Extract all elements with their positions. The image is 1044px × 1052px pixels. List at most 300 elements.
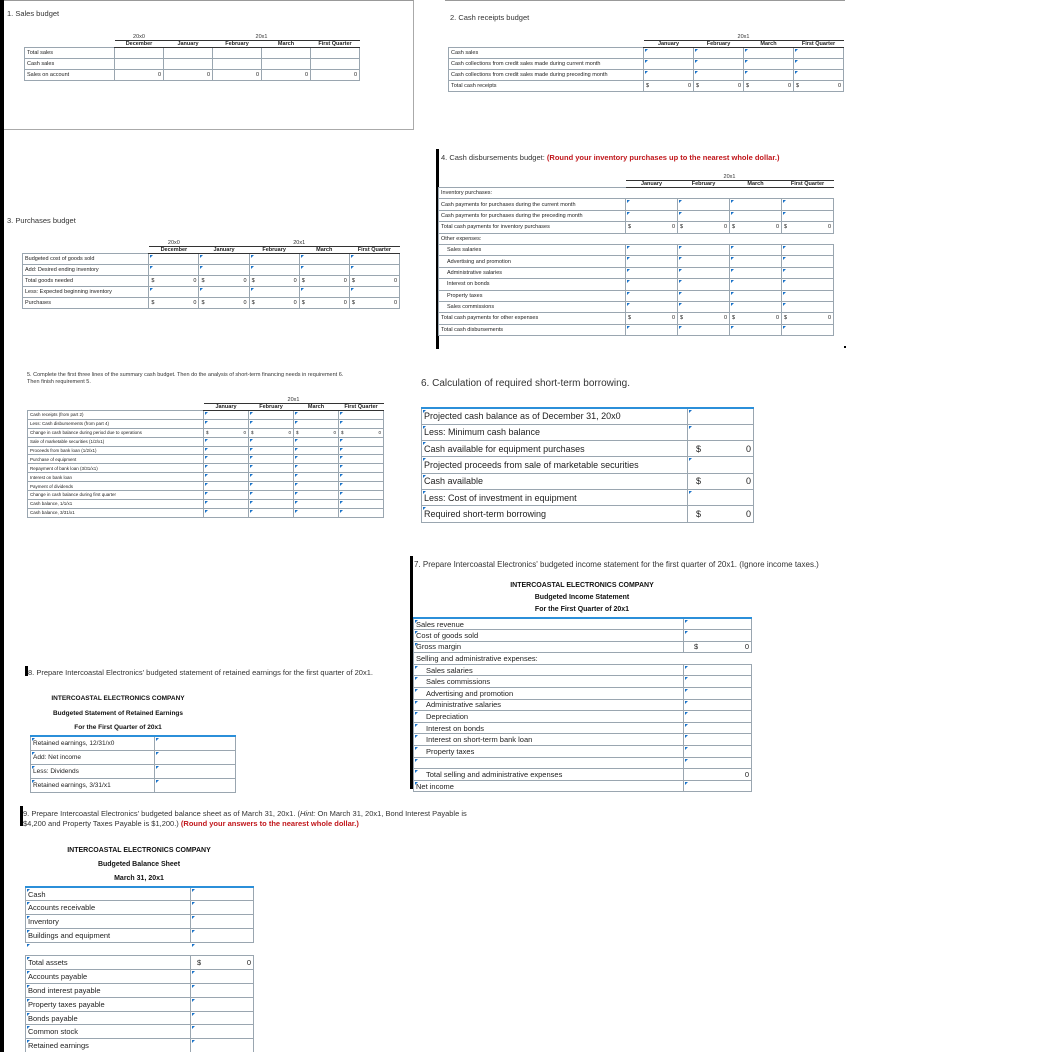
amount-input[interactable] — [249, 437, 294, 446]
row-label: Proceeds from bank loan (1/2/x1) — [28, 446, 204, 455]
amount-input[interactable] — [678, 244, 730, 255]
amount-input[interactable] — [626, 290, 678, 301]
row-label: Cash balance, 1/1/x1 — [28, 499, 204, 508]
table-row — [26, 928, 254, 942]
amount-input[interactable] — [684, 688, 752, 700]
amount-input[interactable] — [678, 301, 730, 312]
amount-input[interactable] — [155, 764, 236, 778]
amount-input[interactable] — [294, 446, 339, 455]
amount-input[interactable] — [249, 446, 294, 455]
borrowing-table — [421, 407, 754, 523]
currency-symbol: $ — [696, 443, 702, 454]
row-label: Total cash receipts — [449, 81, 644, 92]
amount-input[interactable] — [794, 48, 844, 59]
amount-cell — [626, 222, 678, 233]
amount-input[interactable] — [249, 455, 294, 464]
column-header-spacer — [25, 41, 115, 48]
retained-earnings-table — [30, 735, 236, 793]
amount-input[interactable] — [349, 265, 399, 276]
amount-cell — [262, 48, 311, 59]
amount-input[interactable] — [191, 1039, 254, 1052]
row-label[interactable]: Net income — [414, 780, 684, 792]
amount-input[interactable] — [339, 419, 384, 428]
amount-value: 0 — [775, 224, 779, 231]
table-row — [414, 699, 752, 711]
amount-cell — [294, 428, 339, 437]
row-label[interactable]: Less: Minimum cash balance — [422, 424, 688, 440]
amount-input[interactable] — [730, 279, 782, 290]
amount-input[interactable] — [684, 780, 752, 792]
table-row — [414, 769, 752, 781]
amount-input[interactable] — [294, 473, 339, 482]
row-label[interactable]: Buildings and equipment — [26, 928, 191, 942]
amount-input[interactable] — [299, 265, 349, 276]
amount-value: 0 — [393, 300, 397, 306]
amount-input[interactable] — [191, 970, 254, 984]
amount-cell — [164, 70, 213, 81]
table-row — [422, 441, 754, 457]
row-label[interactable]: Sales revenue — [414, 618, 684, 630]
amount-input[interactable] — [782, 279, 834, 290]
amount-input[interactable] — [744, 70, 794, 81]
table-row — [25, 59, 360, 70]
row-label[interactable]: Cost of goods sold — [414, 630, 684, 642]
row-label[interactable]: Gross margin — [414, 641, 684, 653]
row-label: Sale of marketable securities (1/2/x1) — [28, 437, 204, 446]
amount-input[interactable] — [684, 676, 752, 688]
amount-input[interactable] — [249, 411, 294, 420]
row-label[interactable]: Add: Net income — [31, 750, 155, 764]
row-label[interactable]: Bond interest payable — [26, 984, 191, 998]
amount-input[interactable] — [688, 408, 754, 424]
row-label: Total cash payments for inventory purchases — [439, 222, 626, 233]
amount-input[interactable] — [155, 750, 236, 764]
currency-symbol: $ — [301, 278, 305, 284]
income-period: For the First Quarter of 20x1 — [534, 606, 630, 613]
amount-input[interactable] — [249, 482, 294, 491]
table-row — [422, 473, 754, 489]
row-label: Budgeted cost of goods sold — [23, 254, 149, 265]
amount-cell — [626, 233, 678, 244]
column-header-january: January — [164, 41, 213, 48]
row-label: Payment of dividends — [28, 482, 204, 491]
amount-input[interactable] — [744, 59, 794, 70]
amount-cell — [684, 641, 752, 653]
amount-input[interactable] — [339, 482, 384, 491]
table-row — [414, 653, 752, 665]
amount-input[interactable] — [678, 290, 730, 301]
amount-input[interactable] — [204, 473, 249, 482]
currency-symbol: $ — [251, 278, 255, 284]
re-statement-name: Budgeted Statement of Retained Earnings — [52, 710, 184, 717]
table-row — [422, 489, 754, 505]
amount-input[interactable] — [678, 267, 730, 278]
amount-input[interactable] — [339, 455, 384, 464]
amount-cell — [730, 188, 782, 199]
amount-cell — [782, 313, 834, 324]
amount-input[interactable] — [730, 324, 782, 335]
table-row — [439, 222, 834, 233]
currency-symbol: $ — [732, 224, 736, 231]
row-label[interactable]: Cash — [26, 887, 191, 901]
table-row — [26, 1011, 254, 1025]
amount-cell — [149, 298, 199, 309]
amount-input[interactable] — [339, 491, 384, 500]
currency-symbol: $ — [201, 300, 205, 306]
amount-input[interactable] — [204, 455, 249, 464]
amount-value: 0 — [671, 315, 675, 322]
amount-cell — [730, 313, 782, 324]
amount-input[interactable] — [694, 70, 744, 81]
amount-input[interactable] — [149, 254, 199, 265]
amount-input[interactable] — [684, 664, 752, 676]
row-label: Other expenses: — [439, 233, 626, 244]
row-label[interactable]: Less: Cost of investment in equipment — [422, 489, 688, 505]
row-label[interactable]: Total assets — [26, 956, 191, 970]
amount-input[interactable] — [688, 424, 754, 440]
row-label[interactable]: Retained earnings — [26, 1039, 191, 1052]
row-label[interactable]: Advertising and promotion — [414, 688, 684, 700]
amount-input[interactable] — [204, 446, 249, 455]
row-label[interactable]: Cash available for equipment purchases — [422, 441, 688, 457]
row-label[interactable]: Required short-term borrowing — [422, 506, 688, 522]
row-label[interactable]: Retained earnings, 12/31/x0 — [31, 736, 155, 750]
row-label[interactable] — [26, 942, 191, 956]
amount-input[interactable] — [191, 901, 254, 915]
table-row — [26, 984, 254, 998]
amount-input[interactable] — [782, 210, 834, 221]
amount-input[interactable] — [730, 199, 782, 210]
amount-input[interactable] — [684, 630, 752, 642]
column-header-first-quarter: First Quarter — [339, 404, 384, 411]
amount-input[interactable] — [644, 59, 694, 70]
row-label[interactable] — [414, 757, 684, 769]
currency-symbol: $ — [784, 315, 788, 322]
amount-input[interactable] — [730, 267, 782, 278]
amount-input[interactable] — [204, 508, 249, 517]
amount-input[interactable] — [730, 290, 782, 301]
amount-value: 0 — [744, 642, 749, 652]
amount-input[interactable] — [684, 711, 752, 723]
row-label: Total cash disbursements — [439, 324, 626, 335]
amount-input[interactable] — [199, 254, 249, 265]
amount-input[interactable] — [249, 464, 294, 473]
row-label: Cash collections from credit sales made during current month — [449, 59, 644, 70]
row-label[interactable]: Depreciation — [414, 711, 684, 723]
row-label: Sales on account — [25, 70, 115, 81]
row-label[interactable]: Projected proceeds from sale of marketable securities — [422, 457, 688, 473]
amount-input[interactable] — [782, 244, 834, 255]
amount-input[interactable] — [626, 244, 678, 255]
amount-value: 0 — [243, 300, 247, 306]
bs-statement-name: Budgeted Balance Sheet — [97, 861, 181, 868]
table-row — [422, 424, 754, 440]
table-row — [25, 70, 360, 81]
row-label[interactable]: Accounts payable — [26, 970, 191, 984]
amount-input[interactable] — [249, 508, 294, 517]
column-header-march: March — [262, 41, 311, 48]
row-label: Add: Desired ending inventory — [23, 265, 149, 276]
amount-input[interactable] — [730, 210, 782, 221]
column-header-december: December — [115, 41, 164, 48]
balance-sheet-title-1: 9. Prepare Intercoastal Electronics' budgeted balance sheet as of March 31, 20x1. (Hint: On March 31, 20x1, Bond Interest Payable is — [23, 809, 467, 818]
table-row — [26, 915, 254, 929]
table-row — [28, 419, 384, 428]
amount-input[interactable] — [204, 419, 249, 428]
row-label[interactable]: Cash available — [422, 473, 688, 489]
borrowing-title: 6. Calculation of required short-term borrowing. — [421, 378, 630, 389]
amount-input[interactable] — [299, 254, 349, 265]
year-header-20x1: 20x1 — [199, 240, 400, 247]
currency-symbol: $ — [151, 300, 155, 306]
amount-input[interactable] — [249, 287, 299, 298]
year-header-20x0: 20x0 — [115, 34, 164, 41]
amount-input[interactable] — [644, 70, 694, 81]
column-header-spacer — [23, 247, 149, 254]
row-label[interactable]: Retained earnings, 3/31/x1 — [31, 779, 155, 793]
section-2-rule — [445, 0, 845, 1]
amount-input[interactable] — [339, 446, 384, 455]
amount-value: 0 — [827, 315, 831, 322]
amount-input[interactable] — [204, 482, 249, 491]
amount-input[interactable] — [684, 734, 752, 746]
amount-input[interactable] — [694, 59, 744, 70]
amount-value: 0 — [293, 278, 297, 284]
row-label[interactable]: Sales commissions — [414, 676, 684, 688]
amount-input[interactable] — [626, 279, 678, 290]
row-label[interactable]: Property taxes — [414, 746, 684, 758]
amount-input[interactable] — [191, 942, 254, 956]
table-row — [414, 618, 752, 630]
amount-value: 0 — [343, 300, 347, 306]
amount-input[interactable] — [730, 244, 782, 255]
amount-cell — [115, 59, 164, 70]
table-row — [23, 265, 400, 276]
amount-value: 0 — [193, 278, 197, 284]
amount-input[interactable] — [294, 482, 339, 491]
column-header-first-quarter: First Quarter — [349, 247, 399, 254]
amount-input[interactable] — [782, 256, 834, 267]
amount-input[interactable] — [199, 287, 249, 298]
amount-input[interactable] — [204, 411, 249, 420]
table-row — [414, 746, 752, 758]
currency-symbol: $ — [646, 83, 650, 89]
row-label[interactable]: Interest on bonds — [414, 722, 684, 734]
amount-cell — [730, 233, 782, 244]
amount-input[interactable] — [204, 491, 249, 500]
amount-value: 0 — [246, 958, 251, 968]
currency-symbol: $ — [694, 642, 699, 652]
amount-input[interactable] — [191, 997, 254, 1011]
amount-input[interactable] — [191, 928, 254, 942]
amount-input[interactable] — [684, 618, 752, 630]
purchases-budget-table — [22, 240, 400, 309]
table-row — [23, 254, 400, 265]
amount-input[interactable] — [744, 48, 794, 59]
purchases-budget-title: 3. Purchases budget — [7, 216, 76, 225]
amount-input[interactable] — [688, 489, 754, 505]
amount-input[interactable] — [249, 419, 294, 428]
amount-input[interactable] — [294, 508, 339, 517]
amount-cell — [115, 48, 164, 59]
amount-input[interactable] — [249, 491, 294, 500]
row-label[interactable]: Common stock — [26, 1025, 191, 1039]
balance-sheet-title-2: $4,200 and Property Taxes Payable is $1,200.) (Round your answers to the nearest whole dollar.) — [23, 819, 359, 828]
amount-input[interactable] — [339, 411, 384, 420]
amount-input[interactable] — [684, 699, 752, 711]
currency-symbol: $ — [197, 958, 202, 968]
row-label: Sales commissions — [439, 301, 626, 312]
amount-input[interactable] — [782, 324, 834, 335]
amount-input[interactable] — [678, 256, 730, 267]
amount-cell — [311, 59, 360, 70]
amount-input[interactable] — [644, 48, 694, 59]
currency-symbol: $ — [206, 430, 209, 436]
amount-input[interactable] — [249, 254, 299, 265]
amount-input[interactable] — [191, 887, 254, 901]
amount-input[interactable] — [678, 199, 730, 210]
amount-input[interactable] — [155, 736, 236, 750]
re-period: For the First Quarter of 20x1 — [74, 724, 162, 731]
amount-input[interactable] — [678, 279, 730, 290]
amount-input[interactable] — [149, 265, 199, 276]
amount-input[interactable] — [294, 499, 339, 508]
income-company-name: INTERCOASTAL ELECTRONICS COMPANY — [510, 582, 654, 589]
amount-value: 0 — [378, 430, 381, 436]
table-row — [26, 956, 254, 970]
amount-input[interactable] — [339, 437, 384, 446]
row-label[interactable]: Less: Dividends — [31, 764, 155, 778]
row-label[interactable]: Accounts receivable — [26, 901, 191, 915]
table-row — [26, 942, 254, 956]
amount-input[interactable] — [684, 722, 752, 734]
amount-value: 0 — [293, 300, 297, 306]
amount-input[interactable] — [626, 301, 678, 312]
column-header-march: March — [299, 247, 349, 254]
amount-input[interactable] — [794, 59, 844, 70]
amount-input[interactable] — [688, 457, 754, 473]
amount-input[interactable] — [299, 287, 349, 298]
amount-input[interactable] — [339, 464, 384, 473]
amount-input[interactable] — [339, 499, 384, 508]
amount-input[interactable] — [694, 48, 744, 59]
amount-value: 0 — [775, 315, 779, 322]
row-label[interactable]: Administrative salaries — [414, 699, 684, 711]
amount-input[interactable] — [339, 473, 384, 482]
row-label[interactable]: Total selling and administrative expenses — [414, 769, 684, 781]
table-row — [439, 233, 834, 244]
amount-input[interactable] — [782, 301, 834, 312]
summary-cash-table — [27, 397, 384, 518]
amount-input[interactable] — [684, 653, 752, 665]
amount-cell — [349, 276, 399, 287]
amount-input[interactable] — [626, 267, 678, 278]
table-row — [439, 313, 834, 324]
amount-input[interactable] — [294, 411, 339, 420]
amount-input[interactable] — [730, 256, 782, 267]
column-header-february: February — [249, 247, 299, 254]
column-header-spacer — [28, 404, 204, 411]
amount-input[interactable] — [191, 1011, 254, 1025]
amount-input[interactable] — [626, 256, 678, 267]
currency-symbol: $ — [746, 83, 750, 89]
amount-cell — [626, 188, 678, 199]
table-row — [28, 473, 384, 482]
summary-cash-title-1: 5. Complete the first three lines of the summary cash budget. Then do the analysis of short-term financing needs in requirement 6. — [27, 372, 344, 378]
amount-input[interactable] — [349, 287, 399, 298]
amount-input[interactable] — [684, 757, 752, 769]
amount-input[interactable] — [626, 199, 678, 210]
amount-input[interactable] — [626, 210, 678, 221]
bs-company-name: INTERCOASTAL ELECTRONICS COMPANY — [67, 847, 211, 854]
amount-input[interactable] — [294, 464, 339, 473]
amount-input[interactable] — [249, 265, 299, 276]
row-label[interactable]: Sales salaries — [414, 664, 684, 676]
amount-input[interactable] — [684, 746, 752, 758]
amount-input[interactable] — [782, 290, 834, 301]
row-label: Less: Cash disbursements (from part 4) — [28, 419, 204, 428]
table-row — [439, 244, 834, 255]
amount-input[interactable] — [191, 984, 254, 998]
row-label[interactable]: Property taxes payable — [26, 997, 191, 1011]
amount-input[interactable] — [794, 70, 844, 81]
amount-input[interactable] — [294, 437, 339, 446]
row-label[interactable]: Inventory — [26, 915, 191, 929]
amount-input[interactable] — [782, 267, 834, 278]
amount-cell — [688, 506, 754, 522]
table-row — [26, 887, 254, 901]
row-label: Cash receipts (from part 2) — [28, 411, 204, 420]
amount-input[interactable] — [155, 779, 236, 793]
summary-cash-title-2: Then finish requirement 5. — [27, 379, 91, 385]
amount-input[interactable] — [730, 301, 782, 312]
amount-value: 0 — [837, 83, 841, 89]
amount-input[interactable] — [249, 499, 294, 508]
cash-receipts-table — [448, 34, 844, 92]
amount-input[interactable] — [204, 437, 249, 446]
amount-input[interactable] — [678, 210, 730, 221]
amount-input[interactable] — [782, 199, 834, 210]
amount-input[interactable] — [149, 287, 199, 298]
amount-input[interactable] — [294, 419, 339, 428]
year-header-20x1: 20x1 — [626, 174, 834, 181]
amount-value: 0 — [157, 72, 161, 78]
amount-input[interactable] — [199, 265, 249, 276]
amount-cell — [199, 298, 249, 309]
currency-symbol: $ — [696, 476, 702, 487]
row-label[interactable]: Projected cash balance as of December 31, 20x0 — [422, 408, 688, 424]
amount-input[interactable] — [349, 254, 399, 265]
amount-input[interactable] — [294, 455, 339, 464]
amount-input[interactable] — [191, 915, 254, 929]
amount-input[interactable] — [294, 491, 339, 500]
amount-value: 0 — [255, 72, 259, 78]
table-row — [31, 736, 236, 750]
row-label[interactable]: Interest on short-term bank loan — [414, 734, 684, 746]
amount-input[interactable] — [204, 464, 249, 473]
amount-cell — [626, 313, 678, 324]
left-margin-bar — [0, 0, 4, 1052]
column-header-january: January — [199, 247, 249, 254]
amount-input[interactable] — [626, 324, 678, 335]
amount-input[interactable] — [339, 508, 384, 517]
amount-input[interactable] — [678, 324, 730, 335]
amount-input[interactable] — [191, 1025, 254, 1039]
amount-input[interactable] — [204, 499, 249, 508]
amount-input[interactable] — [249, 473, 294, 482]
table-row — [422, 457, 754, 473]
row-label[interactable]: Bonds payable — [26, 1011, 191, 1025]
